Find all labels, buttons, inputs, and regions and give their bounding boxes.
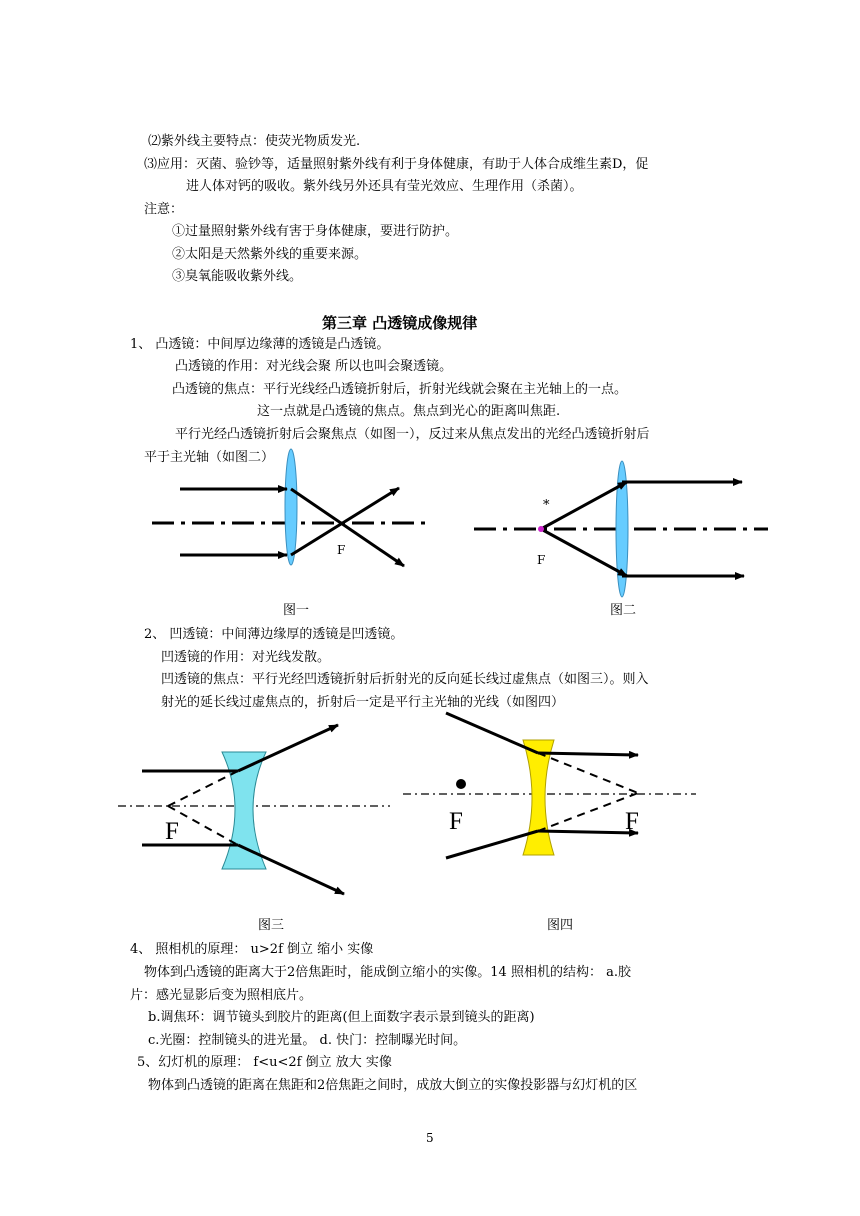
uv-feature-text: ⑵紫外线主要特点：使荧光物质发光. bbox=[148, 134, 361, 149]
convex-def: 1、 凸透镜：中间厚边缘薄的透镜是凸透镜。 bbox=[130, 337, 390, 352]
chapter-title: 第三章 凸透镜成像规律 bbox=[322, 314, 478, 332]
camera-desc-3: b.调焦环：调节镜头到胶片的距离(但上面数字表示景到镜头的距离) bbox=[148, 1010, 535, 1025]
uv-note-3: ③臭氧能吸收紫外线。 bbox=[172, 269, 303, 284]
fig1-focus-label: F bbox=[337, 543, 346, 557]
uv-application-text-2: 进人体对钙的吸收。紫外线另外还具有莹光效应、生理作用（杀菌）。 bbox=[186, 179, 583, 194]
concave-def: 2、 凹透镜：中间薄边缘厚的透镜是凹透镜。 bbox=[144, 627, 404, 642]
fig1-caption: 图一 bbox=[283, 603, 310, 618]
fig4-caption: 图四 bbox=[547, 918, 574, 933]
convex-focus-1: 凸透镜的焦点：平行光线经凸透镜折射后，折射光线就会聚在主光轴上的一点。 bbox=[172, 382, 628, 397]
uv-application-text-1: ⑶应用：灭菌、验钞等，适量照射紫外线有利于身体健康，有助于人体合成维生素D，促 bbox=[144, 157, 649, 172]
convex-effect: 凸透镜的作用：对光线会聚 所以也叫会聚透镜。 bbox=[175, 359, 453, 374]
convex-focus-2: 这一点就是凸透镜的焦点。焦点到光心的距离叫焦距. bbox=[257, 404, 561, 419]
uv-note-1: ①过量照射紫外线有害于身体健康，要进行防护。 bbox=[172, 224, 459, 239]
fig2-star-label: * bbox=[543, 498, 550, 513]
fig2-focus-label: F bbox=[537, 553, 546, 567]
fig1-convex-lens bbox=[285, 449, 297, 565]
camera-desc-2: 片：感光显影后变为照相底片。 bbox=[130, 988, 313, 1003]
page-number: 5 bbox=[426, 1131, 434, 1145]
uv-note-label: 注意： bbox=[144, 202, 184, 217]
fig4-focus-label-right: F bbox=[625, 808, 639, 835]
fig2-caption: 图二 bbox=[610, 603, 637, 618]
uv-note-2: ②太阳是天然紫外线的重要来源。 bbox=[172, 247, 368, 262]
concave-focus-1: 凹透镜的焦点：平行光经凹透镜折射后折射光的反向延长线过虚焦点（如图三）。则入 bbox=[161, 672, 649, 687]
convex-para-2: 平于主光轴（如图二） bbox=[144, 450, 275, 465]
fig4-focus-dot bbox=[456, 779, 466, 789]
projector-principle: 5、幻灯机的原理： f<u<2f 倒立 放大 实像 bbox=[137, 1055, 392, 1070]
concave-focus-2: 射光的延长线过虚焦点的，折射后一定是平行主光轴的光线（如图四） bbox=[161, 695, 565, 710]
camera-principle: 4、 照相机的原理： u>2f 倒立 缩小 实像 bbox=[130, 942, 374, 957]
fig3-caption: 图三 bbox=[258, 918, 285, 933]
fig4-focus-label-left: F bbox=[449, 808, 463, 835]
camera-desc-1: 物体到凸透镜的距离大于2倍焦距时，能成倒立缩小的实像。14 照相机的结构： a.胶 bbox=[144, 965, 631, 980]
fig4-concave-lens bbox=[523, 740, 554, 855]
fig3-focus-label: F bbox=[165, 818, 179, 845]
camera-desc-4: c.光圈：控制镜头的进光量。 d. 快门：控制曝光时间。 bbox=[148, 1033, 467, 1048]
projector-desc-1: 物体到凸透镜的距离在焦距和2倍焦距之间时，成放大倒立的实像投影器与幻灯机的区 bbox=[148, 1078, 638, 1093]
fig2-focus-dot bbox=[538, 526, 544, 532]
convex-para-1: 平行光经凸透镜折射后会聚焦点（如图一），反过来从焦点发出的光经凸透镜折射后 bbox=[175, 427, 650, 442]
concave-effect: 凹透镜的作用：对光线发散。 bbox=[161, 650, 331, 665]
